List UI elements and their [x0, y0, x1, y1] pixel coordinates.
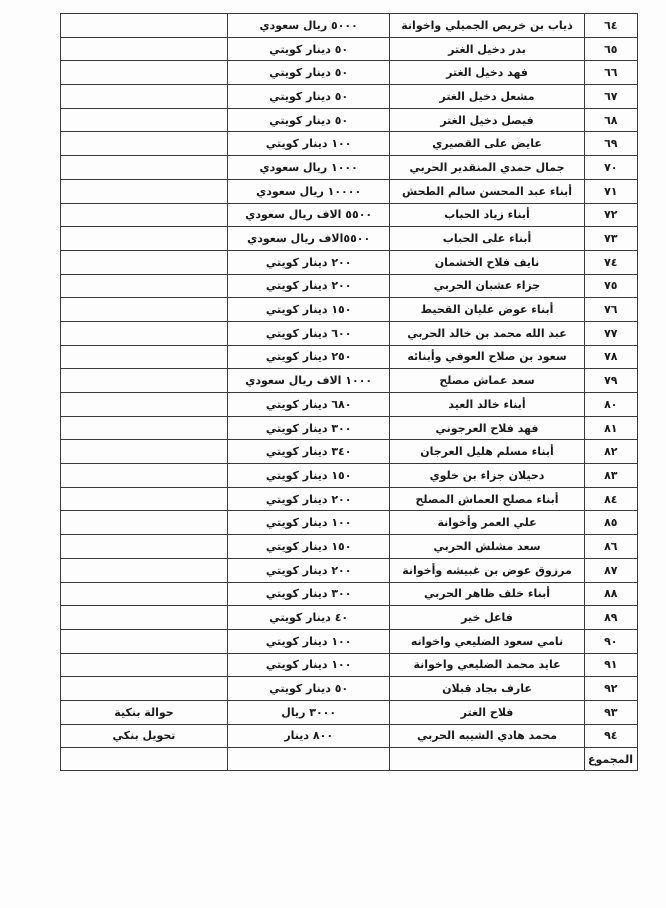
donation-amount: ١٠٠٠٠ ريال سعودي: [227, 179, 389, 203]
table-row: [61, 700, 638, 724]
donor-name: سعد عماش مصلح: [390, 369, 584, 393]
row-number: ٦٦: [584, 61, 637, 85]
row-number: ٨٠: [584, 393, 637, 417]
donor-name: جزاء عشبان الحربي: [390, 274, 584, 298]
row-number: ٨٥: [584, 511, 637, 535]
row-number: ٧٢: [584, 203, 637, 227]
row-number: ٨١: [584, 416, 637, 440]
table-row: [61, 345, 638, 369]
row-number: ٩٢: [584, 677, 637, 701]
donation-amount: ٥٠ دينار كويتي: [227, 37, 389, 61]
table-row: [61, 274, 638, 298]
table-row: [61, 14, 638, 38]
row-number: ٨٣: [584, 464, 637, 488]
donation-amount: ٣٠٠٠ ريال: [227, 700, 389, 724]
payment-note: [61, 464, 228, 488]
payment-note: تحويل بنكي: [61, 724, 228, 748]
total-row: [61, 748, 638, 771]
row-number: ٨٨: [584, 582, 637, 606]
payment-note: [61, 132, 228, 156]
payment-note: [61, 321, 228, 345]
donation-amount: ٥٥٠٠ الاف ريال سعودي: [227, 203, 389, 227]
row-number: ٩٠: [584, 629, 637, 653]
donation-amount: ٣٠٠ دينار كويتي: [227, 582, 389, 606]
row-number: ٧٦: [584, 298, 637, 322]
table-row: [61, 179, 638, 203]
payment-note: [61, 203, 228, 227]
donation-amount: ٥٠٠٠ ريال سعودي: [227, 14, 389, 38]
donor-name: فهد فلاح العرجوني: [390, 416, 584, 440]
row-number: ٧٠: [584, 156, 637, 180]
donation-amount: ٢٠٠ دينار كويتي: [227, 487, 389, 511]
payment-note: [61, 440, 228, 464]
row-number: ٨٢: [584, 440, 637, 464]
payment-note: [61, 535, 228, 559]
donor-name: فاعل خير: [390, 606, 584, 630]
donation-amount: ٢٥٠ دينار كويتي: [227, 345, 389, 369]
row-number: ٧٥: [584, 274, 637, 298]
table-row: [61, 203, 638, 227]
donor-name: سعد مشلش الحربي: [390, 535, 584, 559]
payment-note: [61, 393, 228, 417]
table-row: [61, 440, 638, 464]
table-row: [61, 606, 638, 630]
table-row: [61, 250, 638, 274]
donor-name: دحيلان جزاء بن خلوي: [390, 464, 584, 488]
donor-name: بدر دخيل الغتر: [390, 37, 584, 61]
donor-name: أبناء خالد العيد: [390, 393, 584, 417]
row-number: ٨٤: [584, 487, 637, 511]
donor-name: مشعل دخيل الغتر: [390, 85, 584, 109]
payment-note: [61, 629, 228, 653]
donor-name: فهد دخيل الغتر: [390, 61, 584, 85]
payment-note: حوالة بنكية: [61, 700, 228, 724]
payment-note: [61, 85, 228, 109]
table-row: [61, 653, 638, 677]
payment-note: [61, 606, 228, 630]
donor-name: عايد محمد الضليعي واخوانة: [390, 653, 584, 677]
row-number: ٧٩: [584, 369, 637, 393]
table-row: [61, 227, 638, 251]
table-row: [61, 298, 638, 322]
donor-name: أبناء خلف ظاهر الحربي: [390, 582, 584, 606]
donation-amount: ١٠٠ دينار كويتي: [227, 511, 389, 535]
donor-name: أبناء مسلم هليل العرجان: [390, 440, 584, 464]
donation-amount: ٦٨٠ دينار كويتي: [227, 393, 389, 417]
table-row: [61, 132, 638, 156]
donation-amount: ٢٠٠ دينار كويتي: [227, 250, 389, 274]
payment-note: [61, 582, 228, 606]
donor-name: عبد الله محمد بن خالد الحربي: [390, 321, 584, 345]
payment-note: [61, 511, 228, 535]
donor-name: عارف بجاد قبلان: [390, 677, 584, 701]
donation-amount: ٥٠ دينار كويتي: [227, 108, 389, 132]
table-row: [61, 582, 638, 606]
row-number: ٦٨: [584, 108, 637, 132]
donation-amount: ٥٠ دينار كويتي: [227, 677, 389, 701]
payment-note: [61, 369, 228, 393]
donor-name: أبناء على الحباب: [390, 227, 584, 251]
row-number: ٨٩: [584, 606, 637, 630]
donation-amount: ١٠٠٠ الاف ريال سعودي: [227, 369, 389, 393]
table-row: [61, 85, 638, 109]
total-amount-cell: [227, 748, 389, 771]
table-row: [61, 393, 638, 417]
donation-amount: ٢٠٠ دينار كويتي: [227, 274, 389, 298]
row-number: ٨٧: [584, 558, 637, 582]
payment-note: [61, 558, 228, 582]
donation-amount: ٥٥٠٠الاف ريال سعودي: [227, 227, 389, 251]
donor-name: علي العمر وأخوانة: [390, 511, 584, 535]
table-row: [61, 535, 638, 559]
donations-table-body: [61, 14, 638, 771]
donation-amount: ١٠٠ دينار كويتي: [227, 132, 389, 156]
donor-name: نايف فلاح الخشمان: [390, 250, 584, 274]
donation-amount: ٤٠ دينار كويتي: [227, 606, 389, 630]
payment-note: [61, 416, 228, 440]
donation-amount: ٣٠٠ دينار كويتي: [227, 416, 389, 440]
table-row: [61, 487, 638, 511]
table-row: [61, 37, 638, 61]
table-row: [61, 321, 638, 345]
total-note-cell: [61, 748, 228, 771]
payment-note: [61, 345, 228, 369]
donation-amount: ١٥٠ دينار كويتي: [227, 464, 389, 488]
donation-amount: ٥٠ دينار كويتي: [227, 61, 389, 85]
table-row: [61, 61, 638, 85]
donor-name: فيصل دخيل الغتر: [390, 108, 584, 132]
donation-amount: ١٠٠ دينار كويتي: [227, 653, 389, 677]
donor-name: أبناء عوض عليان القحيط: [390, 298, 584, 322]
donation-amount: ١٠٠٠ ريال سعودي: [227, 156, 389, 180]
payment-note: [61, 227, 228, 251]
row-number: ٧٣: [584, 227, 637, 251]
payment-note: [61, 108, 228, 132]
donor-name: سعود بن صلاح العوفي وأبنائه: [390, 345, 584, 369]
donation-amount: ٢٠٠ دينار كويتي: [227, 558, 389, 582]
payment-note: [61, 677, 228, 701]
table-row: [61, 108, 638, 132]
row-number: ٨٦: [584, 535, 637, 559]
row-number: ٦٩: [584, 132, 637, 156]
donor-name: أبناء زياد الحباب: [390, 203, 584, 227]
table-row: [61, 156, 638, 180]
row-number: ٩٤: [584, 724, 637, 748]
payment-note: [61, 274, 228, 298]
donation-amount: ١٠٠ دينار كويتي: [227, 629, 389, 653]
donation-amount: ٥٠ دينار كويتي: [227, 85, 389, 109]
donation-amount: ٦٠٠ دينار كويتي: [227, 321, 389, 345]
total-label: المجموع: [584, 748, 637, 771]
donation-amount: ١٥٠ دينار كويتي: [227, 298, 389, 322]
table-row: [61, 724, 638, 748]
row-number: ٦٤: [584, 14, 637, 38]
total-name-cell: [390, 748, 584, 771]
table-row: [61, 629, 638, 653]
row-number: ٧٨: [584, 345, 637, 369]
payment-note: [61, 298, 228, 322]
donation-amount: ٣٤٠ دينار كويتي: [227, 440, 389, 464]
row-number: ٧١: [584, 179, 637, 203]
row-number: ٩٣: [584, 700, 637, 724]
payment-note: [61, 179, 228, 203]
payment-note: [61, 14, 228, 38]
donations-table: [60, 13, 638, 771]
donor-name: مرزوق عوض بن غبيشه وأخوانة: [390, 558, 584, 582]
donor-name: فلاح الغتر: [390, 700, 584, 724]
donor-name: نامي سعود الضليعي واخوانه: [390, 629, 584, 653]
table-row: [61, 416, 638, 440]
row-number: ٦٥: [584, 37, 637, 61]
payment-note: [61, 37, 228, 61]
donor-name: أبناء عبد المحسن سالم الطحش: [390, 179, 584, 203]
donor-name: محمد هادي الشيبه الحربي: [390, 724, 584, 748]
payment-note: [61, 250, 228, 274]
payment-note: [61, 487, 228, 511]
row-number: ٧٧: [584, 321, 637, 345]
row-number: ٩١: [584, 653, 637, 677]
table-row: [61, 558, 638, 582]
donor-name: جمال حمدي المنقدير الحربي: [390, 156, 584, 180]
table-row: [61, 677, 638, 701]
payment-note: [61, 156, 228, 180]
payment-note: [61, 61, 228, 85]
payment-note: [61, 653, 228, 677]
row-number: ٧٤: [584, 250, 637, 274]
table-row: [61, 511, 638, 535]
row-number: ٦٧: [584, 85, 637, 109]
donation-amount: ١٥٠ دينار كويتي: [227, 535, 389, 559]
donor-name: ذياب بن خريص الجميلي واخوانة: [390, 14, 584, 38]
donor-name: أبناء مصلح العماش المصلح: [390, 487, 584, 511]
donor-name: عايض على القصيري: [390, 132, 584, 156]
table-row: [61, 369, 638, 393]
table-row: [61, 464, 638, 488]
donation-amount: ٨٠٠ دينار: [227, 724, 389, 748]
